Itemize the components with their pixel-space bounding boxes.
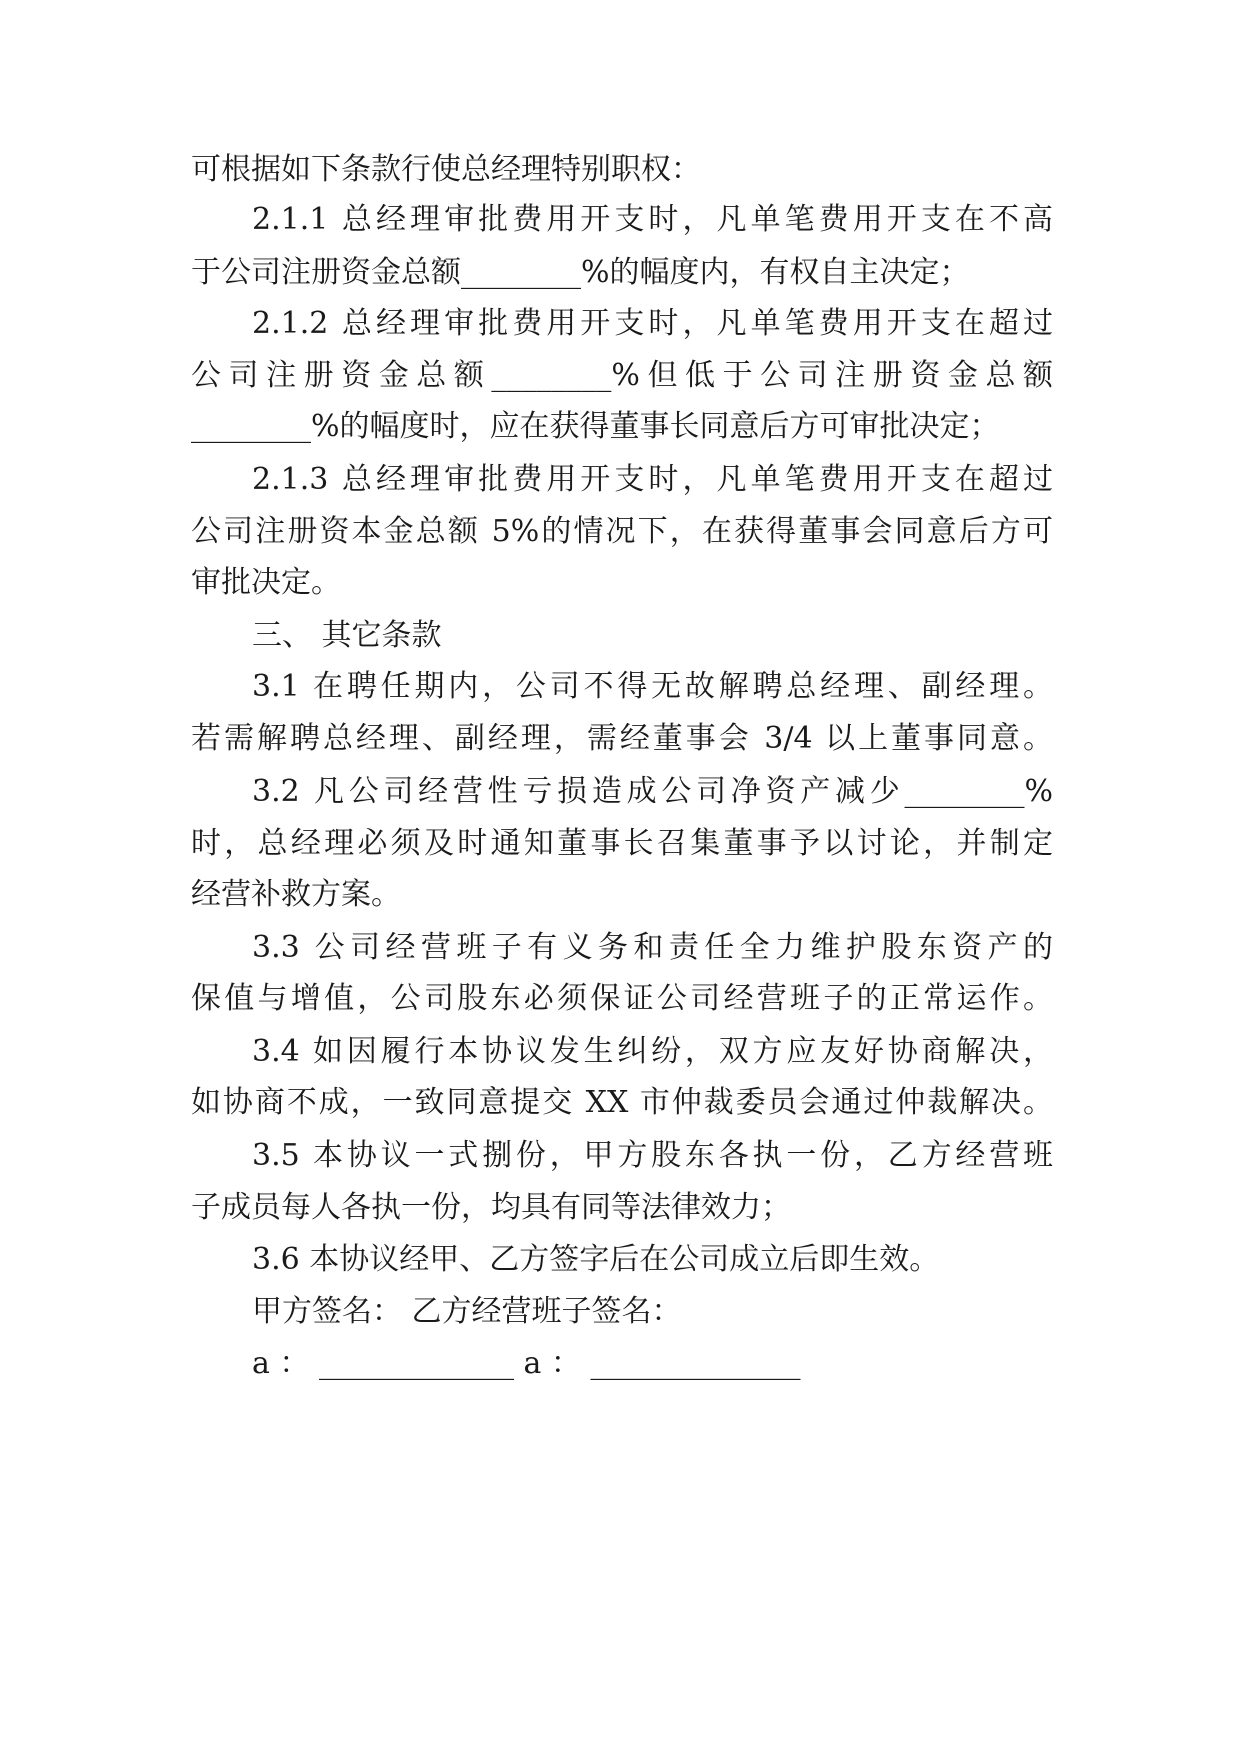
text-line: 公司注册资金总额________%但低于公司注册资金总额	[191, 358, 1053, 393]
clause-3-1: 3.1 在聘任期内，公司不得无故解聘总经理、副经理。	[252, 669, 1053, 704]
clause-2-1-3: 2.1.3 总经理审批费用开支时，凡单笔费用开支在超过	[252, 462, 1053, 497]
text-line: 经营补救方案。	[191, 877, 401, 912]
clause-3-2: 3.2 凡公司经营性亏损造成公司净资产减少________%	[252, 774, 1053, 809]
clause-2-1-1: 2.1.1 总经理审批费用开支时，凡单笔费用开支在不高	[252, 202, 1053, 237]
clause-3-5: 3.5 本协议一式捌份，甲方股东各执一份，乙方经营班	[252, 1138, 1053, 1173]
text-line: 公司注册资本金总额 5%的情况下，在获得董事会同意后方可	[191, 514, 1053, 549]
text-line: 若需解聘总经理、副经理，需经董事会 3/4 以上董事同意。	[191, 721, 1053, 756]
section-heading-3: 三、 其它条款	[252, 618, 442, 653]
clause-2-1-2: 2.1.2 总经理审批费用开支时，凡单笔费用开支在超过	[252, 306, 1053, 341]
text-line: 如协商不成，一致同意提交 XX 市仲裁委员会通过仲裁解决。	[191, 1085, 1053, 1120]
text-line: 审批决定。	[191, 565, 341, 600]
signature-lines: a ： _____________ a ： ______________	[252, 1346, 801, 1381]
signature-labels: 甲方签名： 乙方经营班子签名：	[252, 1294, 682, 1329]
text-line: 可根据如下条款行使总经理特别职权：	[191, 152, 701, 187]
text-line: 于公司注册资金总额________%的幅度内，有权自主决定；	[191, 255, 970, 290]
text-line: 保值与增值，公司股东必须保证公司经营班子的正常运作。	[191, 981, 1053, 1016]
text-line: 子成员每人各执一份，均具有同等法律效力；	[191, 1190, 791, 1225]
clause-3-4: 3.4 如因履行本协议发生纠纷，双方应友好协商解决，	[252, 1034, 1053, 1069]
clause-3-3: 3.3 公司经营班子有义务和责任全力维护股东资产的	[252, 930, 1053, 965]
clause-3-6: 3.6 本协议经甲、乙方签字后在公司成立后即生效。	[252, 1242, 940, 1277]
text-line: 时，总经理必须及时通知董事长召集董事予以讨论，并制定	[191, 826, 1053, 861]
text-line: ________%的幅度时，应在获得董事长同意后方可审批决定；	[191, 409, 1000, 444]
